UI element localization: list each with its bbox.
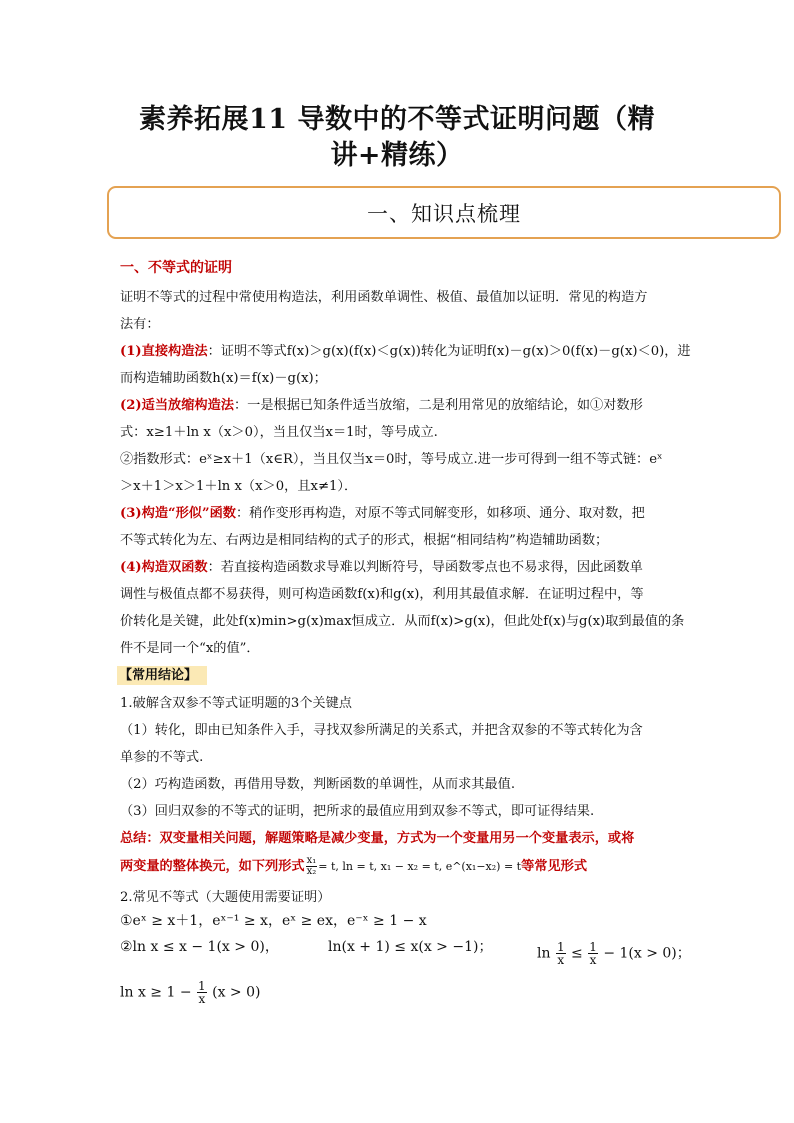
method3-line1: (3)构造“形似”函数：稍作变形再构造，对原不等式同解变形，如移项、通分、取对数，把 bbox=[120, 506, 645, 521]
heading-inequality-proof: 一、不等式的证明 bbox=[120, 260, 232, 276]
method4-line2: 调性与极值点都不易获得，则可构造函数f(x)和g(x)，利用其最值求解．在证明过程中，等 bbox=[120, 587, 644, 602]
conclusion1-point2: （2）巧构造函数，再借用导数，判断函数的单调性，从而求其最值. bbox=[120, 777, 516, 792]
method3-label: (3)构造“形似”函数 bbox=[120, 506, 236, 521]
section-box bbox=[107, 186, 781, 239]
conclusion1-point1-line2: 单参的不等式. bbox=[120, 750, 204, 765]
section-box-title: 一、知识点梳理 bbox=[367, 202, 521, 226]
inequality-row2-log-reciprocal: ln $\frac{1}{x}$ ≤ $\frac{1}{x}$ − 1(x > 0)； bbox=[537, 940, 691, 967]
method4-label: (4)构造双函数 bbox=[120, 560, 208, 575]
inequality-row1: ①eˣ ≥ x＋1，eˣ⁻¹ ≥ x，eˣ ≥ ex，e⁻ˣ ≥ 1 − x bbox=[120, 913, 427, 929]
method4-line4: 件不是同一个“x的值”． bbox=[120, 641, 260, 656]
fraction-1-over-x-b: $\frac{1}{x}$ bbox=[589, 940, 597, 967]
conclusion1-point3: （3）回归双参的不等式的证明，把所求的最值应用到双参不等式，即可证得结果. bbox=[120, 804, 595, 819]
method1-line2: 而构造辅助函数h(x)＝f(x)－g(x)； bbox=[120, 371, 327, 386]
conclusion1-title: 1.破解含双参不等式证明题的3个关键点 bbox=[120, 696, 352, 711]
method4-line1: (4)构造双函数：若直接构造函数求导难以判断符号，导函数零点也不易求得，因此函数单 bbox=[120, 560, 643, 575]
intro-line2: 法有： bbox=[120, 317, 160, 332]
summary-line2: 两变量的整体换元，如下列形式 $\frac{\text{x₁}}{\text{x₂}}$ = t, ln = t, x₁ − x₂ = t, e^(x₁−x₂) = t等常见形式 bbox=[120, 855, 588, 877]
intro-line1: 证明不等式的过程中常使用构造法，利用函数单调性、极值、最值加以证明．常见的构造方 bbox=[120, 290, 648, 305]
method2-line4: ＞x＋1＞x＞1＋ln x（x＞0，且x≠1）． bbox=[120, 479, 358, 494]
page-title-line2: 讲+精练） bbox=[330, 140, 464, 171]
fraction-1-over-x-a: $\frac{1}{x}$ bbox=[556, 940, 565, 967]
inequality-row2-log-shift: ln(x + 1) ≤ x(x > −1)； bbox=[328, 939, 493, 955]
summary-line1: 总结：双变量相关问题，解题策略是减少变量，方式为一个变量用另一个变量表示，或将 bbox=[120, 831, 635, 846]
method1-label: (1)直接构造法 bbox=[120, 344, 208, 359]
common-conclusions-tag: 【常用结论】 bbox=[117, 666, 207, 685]
method2-label: (2)适当放缩构造法 bbox=[120, 398, 234, 413]
fraction-x1-over-x2: $\frac{\text{x₁}}{\text{x₂}}$ bbox=[306, 855, 317, 877]
conclusion1-point1-line1: （1）转化，即由已知条件入手，寻找双参所满足的关系式，并把含双参的不等式转化为含 bbox=[120, 723, 643, 738]
method3-line2: 不等式转化为左、右两边是相同结构的式子的形式，根据“相同结构”构造辅助函数； bbox=[120, 533, 609, 548]
page-title-line1: 素养拓展11 导数中的不等式证明问题（精 bbox=[139, 104, 655, 135]
conclusion2-title: 2.常见不等式（大题使用需要证明） bbox=[120, 890, 331, 905]
method4-line3: 价转化是关键，此处f(x)min>g(x)max恒成立．从而f(x)>g(x)，但此处f(x)与g(x)取到最值的条 bbox=[120, 614, 685, 629]
method2-line3: ②指数形式：eˣ≥x＋1（x∈R），当且仅当x＝0时，等号成立.进一步可得到一组不等式链：eˣ bbox=[120, 452, 663, 467]
inequality-row2-log: ②ln x ≤ x − 1(x > 0)， bbox=[120, 939, 279, 955]
summary-math: = t, ln = t, x₁ − x₂ = t, e^(x₁−x₂) = t bbox=[318, 860, 522, 873]
method1-line1: (1)直接构造法：证明不等式f(x)＞g(x)(f(x)＜g(x))转化为证明f(x)－g(x)＞0(f(x)－g(x)＜0)，进 bbox=[120, 344, 691, 359]
fraction-1-over-x-c: $\frac{1}{x}$ bbox=[198, 979, 206, 1006]
method2-line2: 式：x≥1＋ln x（x＞0），当且仅当x＝1时，等号成立. bbox=[120, 425, 438, 440]
inequality-row3: ln x ≥ 1 − $\frac{1}{x}$ (x > 0) bbox=[120, 979, 261, 1006]
method2-line1: (2)适当放缩构造法：一是根据已知条件适当放缩，二是利用常见的放缩结论，如①对数形 bbox=[120, 398, 643, 413]
